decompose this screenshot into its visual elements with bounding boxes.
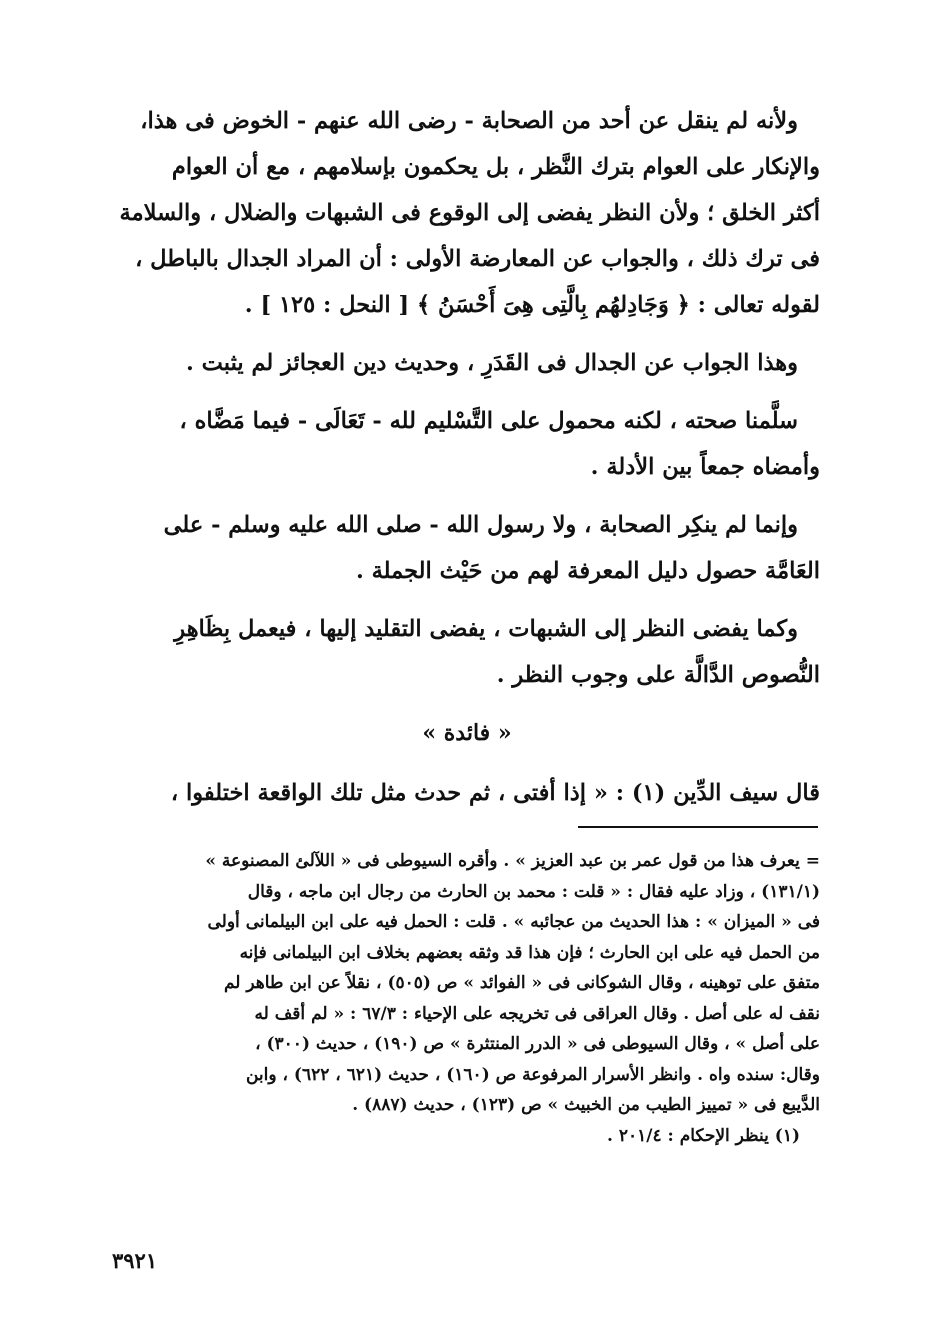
text-line: النُّصوص الدَّالَّة على وجوب النظر .	[496, 662, 820, 688]
page-number: ٣٩٢١	[112, 1248, 158, 1273]
text-line: وكما يفضى النظر إلى الشبهات ، يفضى التقليد إليها ، فيعمل بِظَاهِرِ	[174, 616, 798, 642]
footnote-line: متفق على توهينه ، وقال الشوكانى فى « الفوائد » ص (٥٠٥) ، نقلاً عن ابن طاهر لم	[223, 973, 820, 993]
footnote-line: (١) ينظر الإحكام : ٢٠١/٤ .	[607, 1125, 800, 1146]
text-line: وأمضاه جمعاً بين الأدلة .	[590, 454, 820, 480]
footnote-line: من الحمل فيه على ابن الحارث ؛ فإن هذا قد وثقه بعضهم بخلاف ابن البيلمانى فإنه	[239, 942, 820, 963]
footnote-line: وقال: سنده واه . وانظر الأسرار المرفوعة ص (١٦٠) ، حديث (٦٢١ ، ٦٢٢) ، وابن	[245, 1064, 820, 1085]
footnote-line: = يعرف هذا من قول عمر بن عبد العزيز » . وأقره السيوطى فى « اللآلئ المصنوعة »	[205, 851, 820, 871]
text-line: قال سيف الدِّين (١) : « إذا أفتى ، ثم حدث مثل تلك الواقعة اختلفوا ،	[170, 780, 820, 806]
text-line: فى ترك ذلك ، والجواب عن المعارضة الأولى : أن المراد الجدال بالباطل ،	[135, 246, 820, 272]
text-line: وهذا الجواب عن الجدال فى القَدَرِ ، وحديث دين العجائز لم يثبت .	[186, 350, 798, 376]
main-text	[100, 98, 820, 698]
text-line: ولأنه لم ينقل عن أحد من الصحابة - رضى الله عنهم - الخوض فى هذا،	[140, 108, 798, 134]
footnotes	[100, 846, 820, 1151]
footnote-line: (١٣١/١) ، وزاد عليه فقال : « قلت : محمد بن الحارث من رجال ابن ماجه ، وقال	[247, 881, 820, 902]
footnote-line: فى « الميزان » : هذا الحديث من عجائبه » . قلت : الحمل فيه على ابن البيلمانى أولى	[207, 912, 820, 932]
text-line: وإنما لم ينكِر الصحابة ، ولا رسول الله - صلى الله عليه وسلم - على	[163, 512, 798, 538]
text-line: العَامَّة حصول دليل المعرفة لهم من حَيْث الجملة .	[355, 558, 820, 584]
text-line: أكثر الخلق ؛ ولأن النظر يفضى إلى الوقوع فى الشبهات والضلال ، والسلامة	[119, 200, 820, 226]
footnote-line: نقف له على أصل . وقال العراقى فى تخريجه على الإحياء : ٦٧/٣ : « لم أقف له	[254, 1003, 820, 1024]
footnote-divider	[578, 826, 818, 828]
section-heading: « فائدة »	[422, 720, 512, 746]
text-line: لقوله تعالى : ﴿ وَجَادِلهُم بِالَّتِى هِىَ أَحْسَنُ ﴾ [ النحل : ١٢٥ ] .	[244, 292, 820, 318]
text-line: سلَّمنا صحته ، لكنه محمول على التَّسْليم لله - تَعَالَى - فيما مَضَّاه ،	[179, 408, 798, 434]
footnote-line: الدَّيبع فى « تمييز الطيب من الخبيث » ص (١٢٣) ، حديث (٨٨٧) .	[352, 1095, 820, 1115]
text-line: والإنكار على العوام بترك النَّظر ، بل يحكمون بإسلامهم ، مع أن العوام	[171, 154, 820, 180]
footnote-line: على أصل » ، وقال السيوطى فى « الدرر المنتثرة » ص (١٩٠) ، حديث (٣٠٠) ،	[255, 1034, 820, 1054]
